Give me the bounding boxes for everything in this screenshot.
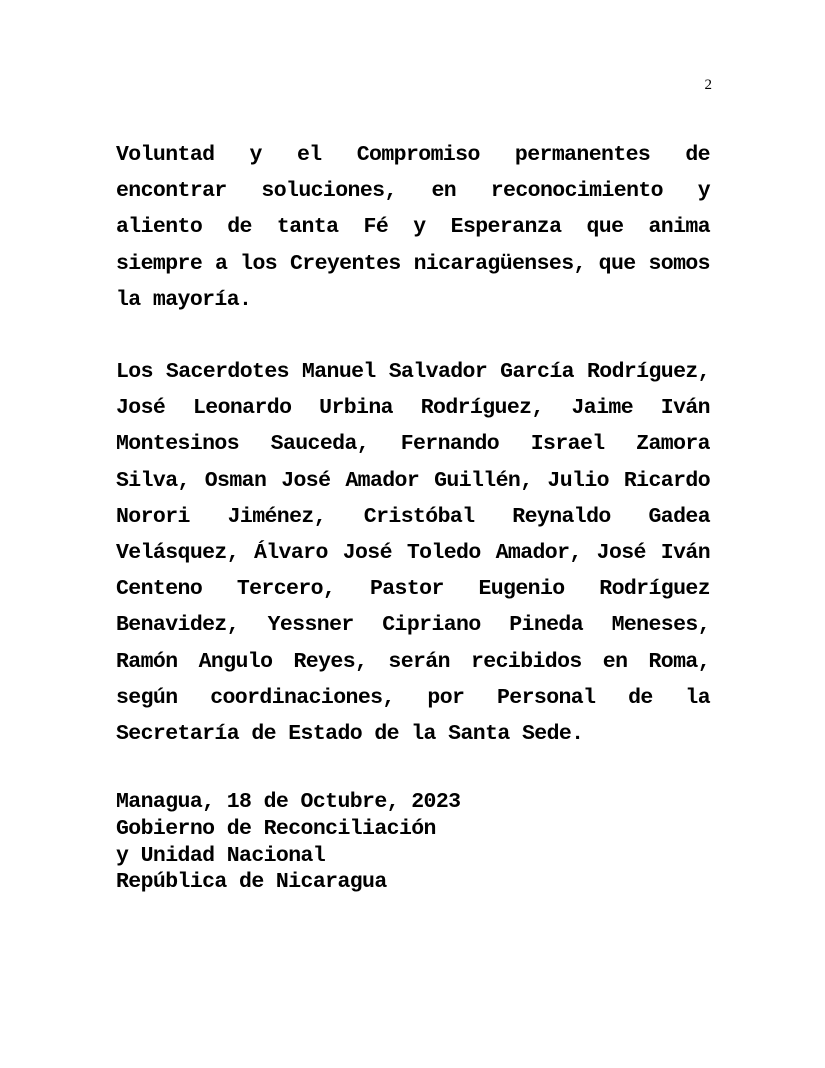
place-date: Managua, 18 de Octubre, 2023: [116, 790, 461, 814]
signature-line-government: Gobierno de Reconciliación: [116, 816, 436, 841]
paragraph-priests-list: Los Sacerdotes Manuel Salvador García Rodríguez, José Leonardo Urbina Rodríguez, Jaime Iván Montesinos Sauceda, Fernando Israel Zamora Silva, Osman José Amador Guillén, Julio Ricardo Norori Jiménez, Cristóbal Reynaldo Gadea Velásquez, Álvaro José Toledo Amador, José Iván Centeno Tercero, Pastor Eugenio Rodríguez Benavidez, Yessner Cipriano Pineda Meneses, Ramón Angulo Reyes, serán recibidos en Roma, según coordinaciones, por Personal de la Secretaría de Estado de la Santa Sede.: [116, 360, 710, 747]
page-number: 2: [704, 77, 712, 93]
signature-line-unity: y Unidad Nacional: [116, 843, 326, 868]
paragraph-commitment: Voluntad y el Compromiso permanentes de encontrar soluciones, en reconocimiento y aliento de tanta Fé y Esperanza que anima siempre a los Creyentes nicaragüenses, que somos la mayoría.: [116, 143, 710, 312]
signature-line-country: República de Nicaragua: [116, 870, 387, 895]
signature-block: [116, 789, 460, 896]
